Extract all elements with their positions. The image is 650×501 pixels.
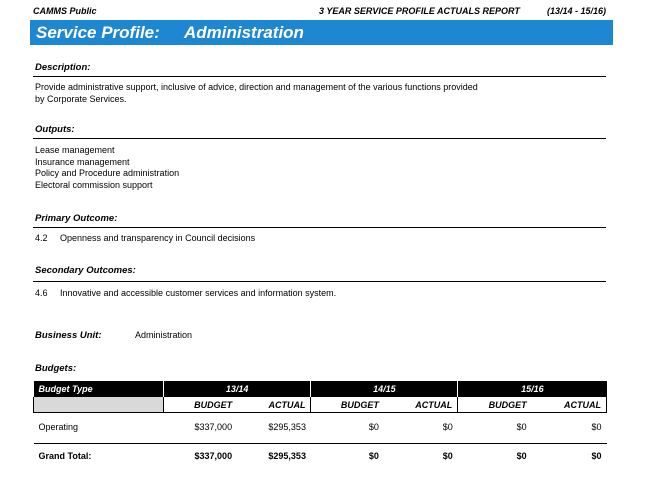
secondary-outcomes-heading: Secondary Outcomes: [35, 265, 136, 276]
table-header-years [34, 381, 607, 397]
report-period: (13/14 - 15/16) [547, 6, 607, 16]
budget-type-header: Budget Type [34, 381, 164, 397]
table-row [34, 413, 607, 442]
list-item: Insurance management [35, 156, 130, 167]
total-value: $295,353 [268, 451, 306, 461]
total-value: $0 [516, 451, 527, 461]
actual-column-header: ACTUAL [384, 397, 458, 413]
table-header-columns [34, 397, 607, 413]
budgets-heading: Budgets: [35, 363, 77, 374]
business-unit-label: Business Unit: [35, 330, 102, 341]
budget-type-cell: Operating [38, 422, 79, 432]
total-label: Grand Total: [38, 451, 92, 461]
budget-column-header: BUDGET [458, 397, 532, 413]
year-header: 13/14 [163, 381, 311, 397]
primary-outcome-code: 4.2 [35, 233, 48, 243]
organization-name: CAMMS Public [33, 6, 97, 16]
budget-table [33, 381, 607, 468]
value-cell: $0 [516, 422, 527, 432]
divider [33, 227, 606, 228]
banner-value: Administration [184, 23, 304, 42]
value-cell: $337,000 [194, 422, 233, 432]
actual-column-header: ACTUAL [237, 397, 311, 413]
list-item: Electoral commission support [35, 179, 153, 190]
header-cell-blank [34, 397, 164, 413]
budget-column-header: BUDGET [311, 397, 384, 413]
actual-column-header: ACTUAL [532, 397, 607, 413]
divider [33, 76, 606, 77]
banner-label: Service Profile: [36, 23, 160, 42]
outputs-list [35, 145, 179, 191]
divider [33, 138, 606, 139]
business-unit-value: Administration [135, 330, 193, 340]
primary-outcome-text: Openness and transparency in Council decisions [60, 233, 256, 243]
total-row [34, 444, 607, 469]
description-line: Provide administrative support, inclusive of advice, direction and management of the various functions provided [35, 82, 478, 92]
total-value: $0 [591, 451, 602, 461]
value-cell: $0 [591, 422, 602, 432]
description-line: by Corporate Services. [35, 93, 127, 104]
year-header: 15/16 [458, 381, 607, 397]
outputs-heading: Outputs: [35, 124, 75, 135]
total-value: $0 [368, 451, 379, 461]
secondary-outcome-code: 4.6 [35, 288, 48, 298]
value-cell: $0 [442, 422, 453, 432]
list-item: Policy and Procedure administration [35, 168, 180, 178]
service-profile-banner [30, 20, 613, 45]
total-value: $337,000 [194, 451, 233, 461]
description-text [35, 82, 478, 105]
year-header: 14/15 [311, 381, 458, 397]
value-cell: $0 [368, 422, 379, 432]
total-value: $0 [442, 451, 453, 461]
report-title: 3 YEAR SERVICE PROFILE ACTUALS REPORT [319, 6, 520, 16]
primary-outcome-heading: Primary Outcome: [35, 213, 118, 224]
budget-column-header: BUDGET [163, 397, 237, 413]
value-cell: $295,353 [268, 422, 306, 432]
divider [33, 281, 606, 282]
description-heading: Description: [35, 62, 91, 73]
list-item: Lease management [35, 145, 115, 155]
secondary-outcome-text: Innovative and accessible customer services and information system. [60, 288, 337, 298]
